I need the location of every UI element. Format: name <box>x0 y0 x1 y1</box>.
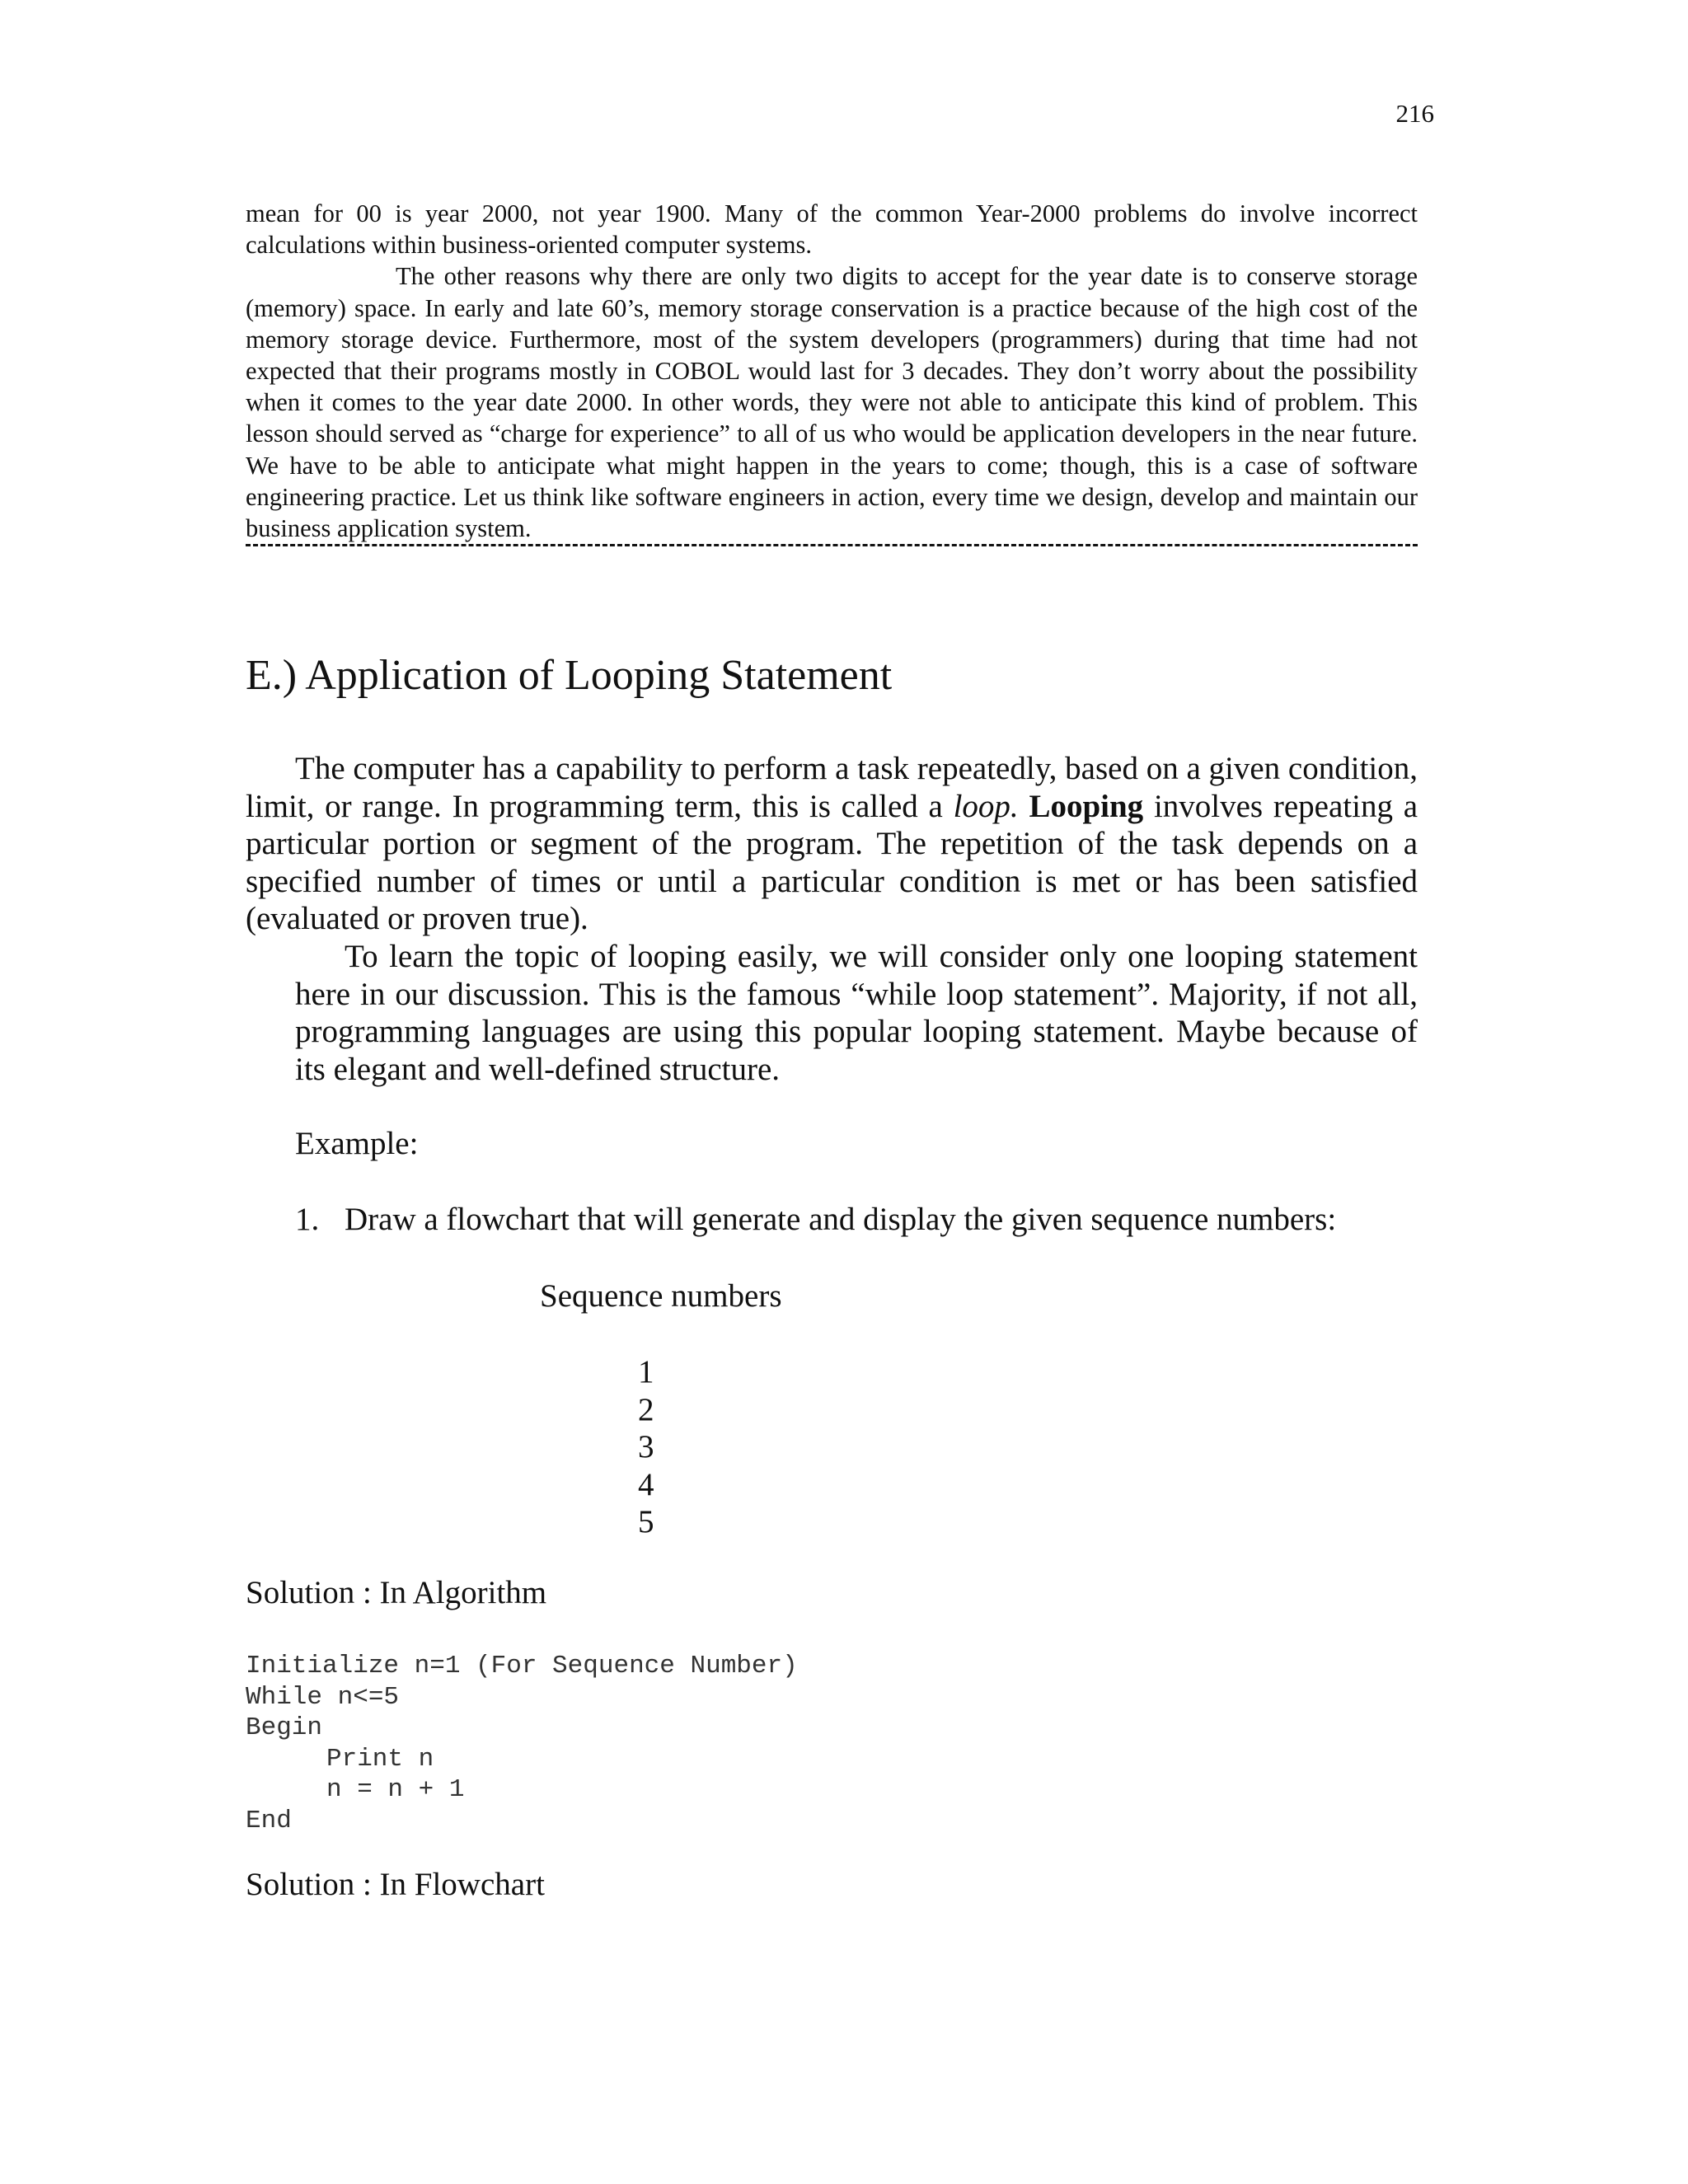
code-line: Initialize n=1 (For Sequence Number) <box>246 1652 798 1680</box>
example-label: Example: <box>295 1126 419 1161</box>
intro-paragraph-1: mean for 00 is year 2000, not year 1900. Many of the common Year-2000 problems do involve incorrect calculations within business-oriented computer systems. <box>246 199 1418 260</box>
sequence-number: 1 <box>638 1354 654 1390</box>
sequence-list <box>638 1353 654 1541</box>
task-number: 1. <box>295 1202 320 1237</box>
code-line: Begin <box>246 1713 323 1742</box>
intro-text <box>246 198 1418 544</box>
solution-algorithm-label: Solution : In Algorithm <box>246 1575 547 1610</box>
page-number: 216 <box>1395 99 1434 128</box>
dashed-divider <box>246 544 1418 546</box>
para1-text-start: The computer has a capability to perform a task repeatedly, based on a given condition, limit, or range. In programming term, this is called a <box>246 751 1418 824</box>
para1-text-end: involves repeating a particular portion or segment of the program. The repetition of the task depends on a specified number of times or until a particular condition is met or has been satisfied (evaluated or proven true). <box>246 788 1418 936</box>
looping-intro-paragraph <box>246 750 1418 938</box>
sequence-number: 4 <box>638 1466 654 1502</box>
task-item <box>295 1199 1449 1240</box>
code-line: While n<=5 <box>246 1682 400 1712</box>
sequence-number: 3 <box>638 1429 654 1465</box>
loop-term: loop. <box>953 788 1019 824</box>
task-text: Draw a flowchart that will generate and display the given sequence numbers: <box>345 1202 1337 1237</box>
code-line: Print n <box>326 1744 434 1774</box>
code-line: n = n + 1 <box>326 1775 465 1804</box>
sequence-number: 5 <box>638 1504 654 1540</box>
section-heading: E.) Application of Looping Statement <box>246 652 893 699</box>
while-loop-paragraph: To learn the topic of looping easily, we will consider only one looping statement here in our discussion. This is the famous “while loop statement”. Majority, if not all, programming languages are using this popular looping statement. Maybe because of its elegant and well-defined structure. <box>295 939 1418 1087</box>
sequence-number: 2 <box>638 1391 654 1427</box>
solution-flowchart-label: Solution : In Flowchart <box>246 1867 545 1902</box>
algorithm-code-block <box>246 1651 798 1836</box>
intro-paragraph-2: The other reasons why there are only two digits to accept for the year date is to conserve storage (memory) space. In early and late 60’s, memory storage conservation is a practice because of the high cost of the memory storage device. Furthermore, most of the system developers (programmers) during that time had not expected that their programs mostly in COBOL would last for 3 decades. They don’t worry about the possibility when it comes to the year date 2000. In other words, they were not able to anticipate this kind of problem. This lesson should served as “charge for experience” to all of us who would be application developers in the near future. We have to be able to anticipate what might happen in the years to come; though, this is a case of software engineering practice. Let us think like software engineers in action, every time we design, develop and maintain our business application system. <box>246 262 1418 543</box>
code-line: End <box>246 1806 292 1835</box>
looping-term: Looping <box>1029 788 1144 824</box>
sequence-caption: Sequence numbers <box>540 1278 782 1314</box>
